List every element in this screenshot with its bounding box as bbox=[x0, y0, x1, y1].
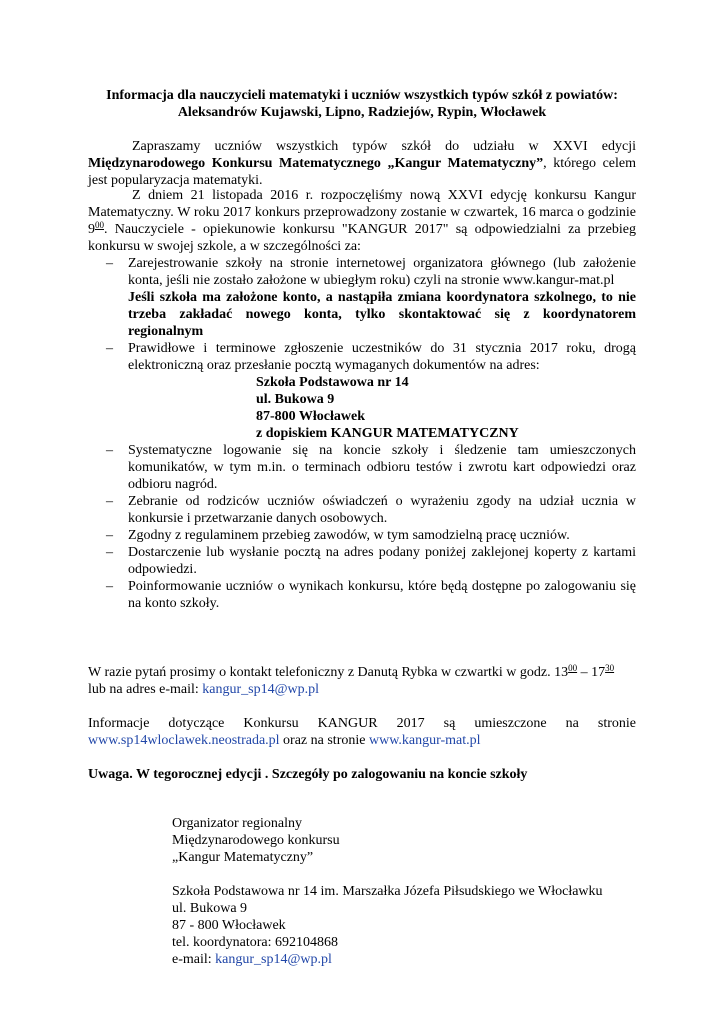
task-item-2 bbox=[88, 340, 636, 442]
hour-superscript: 00 bbox=[95, 220, 104, 230]
address-line-4: z dopiskiem KANGUR MATEMATYCZNY bbox=[256, 426, 519, 441]
contact-email-link[interactable]: kangur_sp14@wp.pl bbox=[202, 682, 320, 697]
organizer-email-line bbox=[172, 951, 642, 968]
title-line-1: Informacja dla nauczycieli matematyki i uczniów wszystkich typów szkół z powiatów: bbox=[106, 88, 618, 103]
task-item-5 bbox=[88, 527, 636, 544]
contest-name: Międzynarodowego Konkursu Matematycznego „Kangur Matematyczny” bbox=[88, 156, 544, 171]
task-7-text: Poinformowanie uczniów o wynikach konkursu, które będą dostępne po zalogowaniu się na konto szkoły. bbox=[128, 579, 636, 611]
task-2-text: Prawidłowe i terminowe zgłoszenie uczestników do 31 stycznia 2017 roku, drogą elektroniczną oraz przesłanie pocztą wymaganych dokumentów na adres: bbox=[128, 341, 636, 373]
info-text-b: oraz na stronie bbox=[279, 733, 369, 748]
title-line-2: Aleksandrów Kujawski, Lipno, Radziejów, Rypin, Włocławek bbox=[177, 105, 547, 120]
school-website-link[interactable]: www.sp14wloclawek.neostrada.pl bbox=[88, 733, 280, 748]
contact-text-b: lub na adres e-mail: bbox=[88, 682, 203, 697]
dash-bullet: – bbox=[106, 545, 113, 560]
intro-paragraph bbox=[88, 138, 636, 189]
note-line: Uwaga. W tegorocznej edycji . Szczegóły po zalogowaniu na koncie szkoły bbox=[88, 767, 528, 782]
info-line-1: Informacje dotyczące Konkursu KANGUR 2017 są umieszczone na stronie bbox=[88, 716, 636, 731]
second-text-b: . Nauczyciele - opiekunowie konkursu "KANGUR 2017" są odpowiedzialni za przebieg konkursu w swojej szkole, a w szczególności za: bbox=[88, 222, 636, 254]
contact-hour-start-superscript: 00 bbox=[568, 663, 578, 673]
school-name: Szkoła Podstawowa nr 14 im. Marszałka Józefa Piłsudskiego we Włocławku bbox=[172, 884, 603, 899]
task-6-text: Dostarczenie lub wysłanie pocztą na adres podany poniżej zaklejonej koperty z kartami odpowiedzi. bbox=[128, 545, 636, 577]
school-address-block bbox=[172, 883, 642, 968]
intro-text-a: Zapraszamy uczniów wszystkich typów szkół do udziału w XXVI edycji bbox=[132, 139, 636, 154]
task-1-note: Jeśli szkoła ma założone konto, a nastąpiła zmiana koordynatora szkolnego, to nie trzeba zakładać nowego konta, tylko skontaktować się z koordynatorem regionalnym bbox=[128, 290, 636, 339]
contact-text-a: W razie pytań prosimy o kontakt telefoniczny z Danutą Rybka w czwartki w godz. 13 bbox=[88, 665, 569, 680]
organizer-line-2: Międzynarodowego konkursu bbox=[172, 833, 340, 848]
organizer-block bbox=[172, 815, 642, 866]
school-city: 87 - 800 Włocławek bbox=[172, 918, 286, 933]
dash-bullet: – bbox=[106, 341, 113, 356]
dash-bullet: – bbox=[106, 579, 113, 594]
contact-line-2 bbox=[88, 681, 636, 698]
address-line-3: 87-800 Włocławek bbox=[256, 409, 366, 424]
coordinator-phone: tel. koordynatora: 692104868 bbox=[172, 935, 339, 950]
contact-hour-end-superscript: 30 bbox=[605, 663, 615, 673]
organizer-email-link[interactable]: kangur_sp14@wp.pl bbox=[215, 952, 332, 967]
task-1-text: Zarejestrowanie szkoły na stronie internetowej organizatora głównego (lub założenie konta, jeśli nie zostało założone w ubiegłym roku) czyli na stronie www.kangur-mat.pl bbox=[128, 256, 636, 288]
task-item-3 bbox=[88, 442, 636, 493]
task-5-text: Zgodny z regulaminem przebieg zawodów, w tym samodzielną pracę uczniów. bbox=[128, 528, 570, 543]
contact-paragraph bbox=[88, 664, 636, 698]
address-line-1: Szkoła Podstawowa nr 14 bbox=[256, 375, 409, 390]
task-4-text: Zebranie od rodziców uczniów oświadczeń o wyrażeniu zgody na udział ucznia w konkursie i przetwarzanie danych osobowych. bbox=[128, 494, 636, 526]
task-item-4 bbox=[88, 493, 636, 527]
info-line-2 bbox=[88, 732, 636, 749]
school-street: ul. Bukowa 9 bbox=[172, 901, 248, 916]
address-line-2: ul. Bukowa 9 bbox=[256, 392, 335, 407]
dash-bullet: – bbox=[106, 528, 113, 543]
kangur-website-link[interactable]: www.kangur-mat.pl bbox=[368, 733, 481, 748]
dash-bullet: – bbox=[106, 494, 113, 509]
task-list bbox=[88, 255, 636, 612]
task-item-7 bbox=[88, 578, 636, 612]
second-paragraph bbox=[88, 187, 636, 255]
dash-bullet: – bbox=[106, 256, 113, 271]
task-item-6 bbox=[88, 544, 636, 578]
document-title bbox=[88, 87, 636, 121]
dash-bullet: – bbox=[106, 443, 113, 458]
intro-text-b: , którego celem jest popularyzacja matematyki. bbox=[88, 156, 637, 188]
email-label: e-mail: bbox=[172, 952, 216, 967]
organizer-line-3: „Kangur Matematyczny” bbox=[172, 850, 314, 865]
contact-hour-end: – 17 bbox=[577, 665, 606, 680]
contact-line-1 bbox=[88, 664, 636, 681]
second-text-a: Z dniem 21 listopada 2016 r. rozpoczęliśmy nową XXVI edycję konkursu Kangur Matematyczny. W roku 2017 konkurs przeprowadzony zostanie w czwartek, 16 marca o godzinie 9 bbox=[88, 188, 636, 237]
organizer-line-1: Organizator regionalny bbox=[172, 816, 302, 831]
task-item-1 bbox=[88, 255, 636, 340]
task-3-text: Systematyczne logowanie się na koncie szkoły i śledzenie tam umieszczonych komunikatów, w tym m.in. o terminach odbioru testów i zwrotu kart odpowiedzi oraz odbioru nagród. bbox=[128, 443, 636, 492]
